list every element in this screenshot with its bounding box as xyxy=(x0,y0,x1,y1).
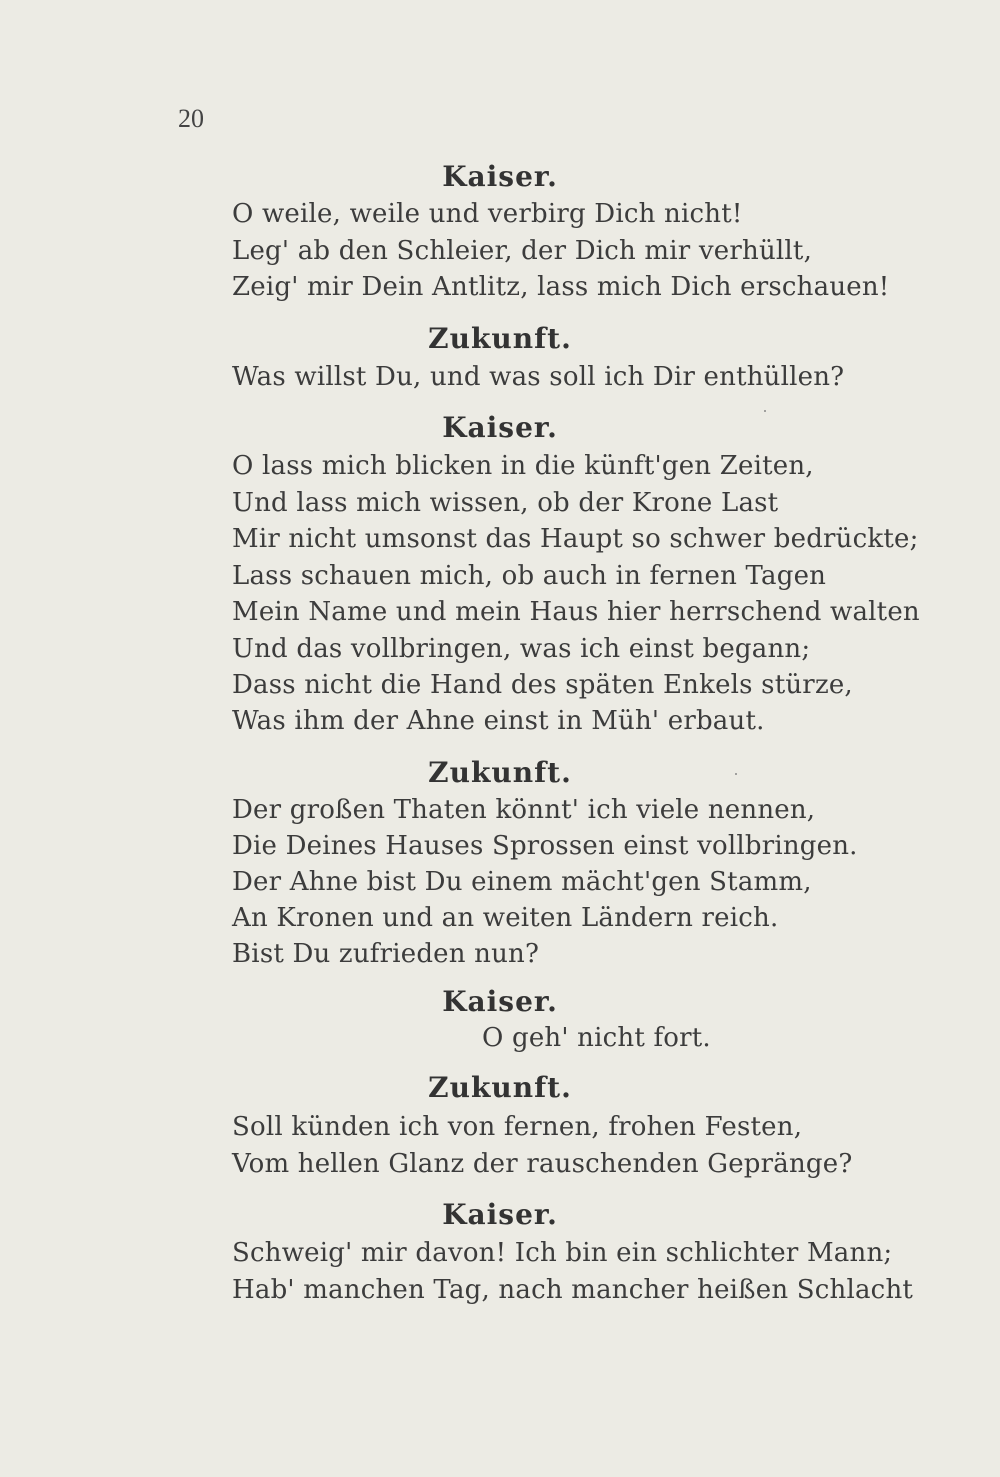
verse-line: Schweig' mir davon! Ich bin ein schlichter Mann; xyxy=(232,1238,893,1268)
verse-line: An Kronen und an weiten Ländern reich. xyxy=(232,903,779,933)
speaker-heading: Kaiser. xyxy=(442,1198,558,1231)
page-number: 20 xyxy=(178,104,204,133)
speaker-heading: Zukunft. xyxy=(428,1071,572,1104)
verse-line: Und lass mich wissen, ob der Krone Last xyxy=(232,488,779,518)
speaker-heading: Zukunft. xyxy=(428,322,572,355)
verse-line: O lass mich blicken in die künft'gen Zeiten, xyxy=(232,451,814,481)
paper-speck xyxy=(764,410,766,412)
speaker-heading: Kaiser. xyxy=(442,411,558,444)
speaker-heading: Zukunft. xyxy=(428,756,572,789)
verse-line: Mir nicht umsonst das Haupt so schwer bedrückte; xyxy=(232,524,919,554)
verse-line: Lass schauen mich, ob auch in fernen Tagen xyxy=(232,561,827,591)
verse-line: Der Ahne bist Du einem mächt'gen Stamm, xyxy=(232,867,812,897)
paper-speck xyxy=(735,773,737,775)
verse-line: O geh' nicht fort. xyxy=(482,1023,711,1053)
verse-line: Bist Du zufrieden nun? xyxy=(232,939,540,969)
speaker-heading: Kaiser. xyxy=(442,985,558,1018)
verse-line: Der großen Thaten könnt' ich viele nennen, xyxy=(232,795,816,825)
verse-line: Und das vollbringen, was ich einst begann; xyxy=(232,634,811,664)
verse-line: Hab' manchen Tag, nach mancher heißen Schlacht xyxy=(232,1275,914,1305)
verse-line: Mein Name und mein Haus hier herrschend walten xyxy=(232,597,920,627)
verse-line: Dass nicht die Hand des späten Enkels stürze, xyxy=(232,670,853,700)
verse-line: O weile, weile und verbirg Dich nicht! xyxy=(232,199,743,229)
verse-line: Was ihm der Ahne einst in Müh' erbaut. xyxy=(232,706,765,736)
verse-line: Leg' ab den Schleier, der Dich mir verhüllt, xyxy=(232,236,813,266)
speaker-heading: Kaiser. xyxy=(442,160,558,193)
verse-line: Die Deines Hauses Sprossen einst vollbringen. xyxy=(232,831,858,861)
verse-line: Was willst Du, und was soll ich Dir enthüllen? xyxy=(232,362,845,392)
verse-line: Zeig' mir Dein Antlitz, lass mich Dich erschauen! xyxy=(232,272,890,302)
verse-line: Vom hellen Glanz der rauschenden Gepränge? xyxy=(232,1149,853,1179)
verse-line: Soll künden ich von fernen, frohen Festen, xyxy=(232,1112,803,1142)
